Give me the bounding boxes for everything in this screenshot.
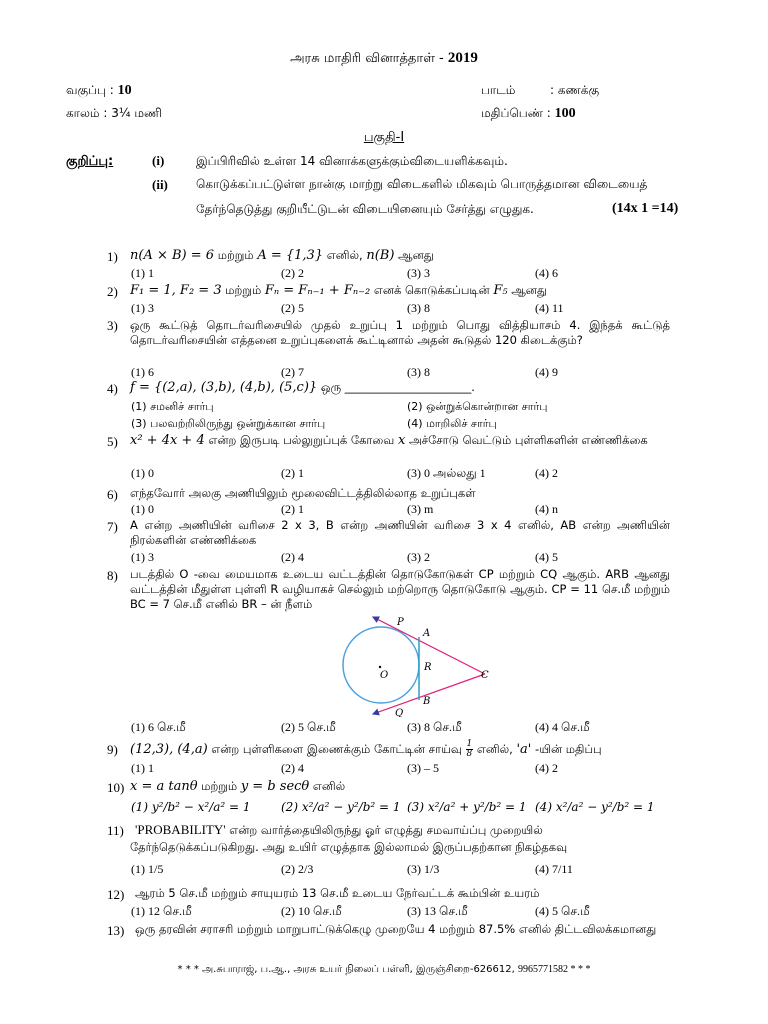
option-2: (2) 10 செ.மீ — [281, 904, 342, 918]
question-text: F₁ = 1, F₂ = 3 மற்றும் Fₙ = Fₙ₋₁ + Fₙ₋₂ எனக் கொடுக்கப்படின் F₅ ஆனது — [130, 283, 547, 298]
option-2: (2) 4 — [281, 550, 304, 564]
option-1: (1) y²/b² − x²/a² = 1 — [131, 800, 251, 814]
question-number: 11) — [107, 823, 124, 838]
subject-value: : கணக்கு — [550, 83, 600, 97]
question-text: x² + 4x + 4 என்ற இருபடி பல்லுறுப்புக் கோவை x அச்சோடு வெட்டும் புள்ளிகளின் எண்ணிக்கை — [130, 433, 648, 448]
option-3: (3) பலவற்றிலிருந்து ஒன்றுக்கான சார்பு — [131, 417, 326, 430]
page-footer: * * * அ.சுபாராஜ், ப.ஆ., அரசு உயர் நிலைப் பள்ளி, இருஞ்சிறை-626612, 9965771582 * * * — [177, 964, 591, 975]
question-text: f = {(2,a), (3,b), (4,b), (5,c)} ஒரு ______________________. — [130, 380, 475, 395]
option-2: (2) 5 — [281, 301, 304, 315]
label-q: Q — [395, 708, 404, 717]
option-4: (4) 2 — [535, 761, 558, 775]
label-b: B — [423, 696, 431, 707]
label-a: A — [423, 628, 431, 639]
question-number: 2) — [107, 284, 118, 299]
centre-dot — [379, 666, 381, 668]
option-2: (2) 4 — [281, 761, 304, 775]
option-1: (1) 12 செ.மீ — [131, 904, 192, 918]
option-3: (3) 0 அல்லது 1 — [407, 466, 486, 480]
option-4: (4) 5 செ.மீ — [535, 904, 590, 918]
option-1: (1) 3 — [131, 550, 154, 564]
option-4: (4) 11 — [535, 301, 564, 315]
question-number: 13) — [107, 923, 125, 938]
option-1: (1) 0 — [131, 502, 154, 516]
option-3: (3) 1/3 — [407, 862, 440, 876]
label-c: C — [481, 670, 489, 681]
question-text: எந்தவோர் அலகு அணியிலும் மூலைவிட்டத்திலில்லாத உறுப்புகள் — [130, 486, 476, 500]
option-2: (2) 7 — [281, 365, 304, 379]
question-number: 5) — [107, 434, 118, 449]
option-4: (4) 4 செ.மீ — [535, 720, 590, 734]
option-4: (4) n — [535, 502, 558, 516]
option-2: (2) ஒன்றுக்கொன்றான சார்பு — [407, 400, 548, 413]
option-3: (3) 3 — [407, 266, 430, 280]
option-4: (4) 6 — [535, 266, 558, 280]
time-label: காலம் : 3¼ மணி — [66, 106, 162, 120]
note-label: குறிப்பு: — [66, 154, 114, 169]
question-text: n(A × B) = 6 மற்றும் A = {1,3} எனில், n(B) ஆனது — [130, 248, 434, 263]
option-1: (1) 1/5 — [131, 862, 164, 876]
question-text-cont: தேர்ந்தெடுக்கப்படுகிறது. அது உயிர் எழுத்தாக இல்லாமல் இருப்பதற்கான நிகழ்தகவு — [130, 840, 568, 854]
option-4: (4) x²/a² − y²/b² = 1 — [535, 800, 655, 814]
option-2: (2) 1 — [281, 466, 304, 480]
option-4: (4) 7/11 — [535, 862, 573, 876]
label-r: R — [424, 662, 432, 673]
question-text: ஒரு தரவின் சராசரி மற்றும் மாறுபாட்டுக்கெழு முறையே 4 மற்றும் 87.5% எனில் திட்டவிலக்கமானது — [135, 922, 657, 936]
question-text: x = a tanθ மற்றும் y = b secθ எனில் — [130, 779, 346, 794]
note-i-text: இப்பிரிவில் உள்ள 14 வினாக்களுக்கும்விடையளிக்கவும். — [196, 154, 508, 168]
option-4: (4) 9 — [535, 365, 558, 379]
label-o: O — [380, 670, 389, 681]
option-1: (1) சமனிச் சார்பு — [131, 400, 214, 413]
paper-title: அரசு மாதிரி வினாத்தாள் - 2019 — [290, 50, 478, 66]
subject-label: பாடம் — [481, 83, 516, 97]
question-text: A என்ற அணியின் வரிசை 2 x 3, B என்ற அணியின் வரிசை 3 x 4 எனில், AB என்ற அணியின் நிரல்களின் எண்ணிக்கை — [130, 518, 670, 547]
question-number: 1) — [107, 249, 118, 264]
question-number: 8) — [107, 568, 118, 583]
option-3: (3) 2 — [407, 550, 430, 564]
question-text: (12,3), (4,a) என்ற புள்ளிகளை இணைக்கும் கோட்டின் சாய்வு $\frac{1}{8}$ எனில், 'a' -யின் மதிப்பு — [130, 739, 602, 759]
part-heading: பகுதி-I — [363, 130, 405, 145]
option-1: (1) 1 — [131, 266, 154, 280]
label-p: P — [397, 617, 404, 628]
note-ii-text2: தேர்ந்தெடுத்து குறியீட்டுடன் விடையினையும் சேர்த்து எழுதுக. — [196, 202, 534, 216]
option-4: (4) 5 — [535, 550, 558, 564]
option-3: (3) 8 — [407, 301, 430, 315]
note-i-marker: (i) — [152, 153, 165, 168]
option-4: (4) 2 — [535, 466, 558, 480]
question-number: 6) — [107, 487, 118, 502]
option-3: (3) 13 செ.மீ — [407, 904, 468, 918]
option-1: (1) 3 — [131, 301, 154, 315]
max-marks: மதிப்பெண் : 100 — [481, 106, 576, 121]
question-number: 7) — [107, 519, 118, 534]
option-2: (2) 2 — [281, 266, 304, 280]
note-ii-marker: (ii) — [152, 177, 168, 192]
question-number: 4) — [107, 381, 118, 396]
note-ii-text1: கொடுக்கப்பட்டுள்ள நான்கு மாற்று விடைகளில் மிகவும் பொருத்தமான விடையைத் — [196, 177, 648, 191]
question-text: ஒரு கூட்டுத் தொடர்வரிசையில் முதல் உறுப்பு 1 மற்றும் பொது வித்தியாசம் 4. இந்தக் கூட்டுத் தொடர்வரிசையின் எத்தனை உறுப்புகளைக் கூட்டினால் அதன் கூடுதல் 120 கிடைக்கும்? — [130, 318, 670, 347]
question-number: 3) — [107, 318, 118, 333]
option-2: (2) 2/3 — [281, 862, 314, 876]
option-3: (3) m — [407, 502, 434, 516]
tangent-cq — [373, 674, 485, 714]
question-text: படத்தில் O -வை மையமாக உடைய வட்டத்தின் தொடுகோடுகள் CP மற்றும் CQ ஆகும். ARB ஆனது வட்டத்தின் மீதுள்ள புள்ளி R வழியாகச் செல்லும் மற்றொரு தொடுகோடு ஆகும். CP = 11 செ.மீ மற்றும் BC = 7 செ.மீ எனில் BR – ன் நீளம் — [130, 567, 670, 611]
option-1: (1) 1 — [131, 761, 154, 775]
question-text: 'PROBABILITY' என்ற வார்த்தையிலிருந்து ஓர் எழுத்து சமவாய்ப்பு முறையில் — [135, 822, 543, 837]
option-1: (1) 6 செ.மீ — [131, 720, 186, 734]
question-number: 9) — [107, 742, 118, 757]
option-3: (3) – 5 — [407, 761, 439, 775]
option-4: (4) மாறிலிச் சார்பு — [407, 417, 497, 430]
option-1: (1) 6 — [131, 365, 154, 379]
option-2: (2) 1 — [281, 502, 304, 516]
slope-fraction: $\frac{1}{8}$ — [466, 739, 473, 759]
option-2: (2) 5 செ.மீ — [281, 720, 336, 734]
option-3: (3) 8 செ.மீ — [407, 720, 462, 734]
option-2: (2) x²/a² − y²/b² = 1 — [281, 800, 401, 814]
question-number: 10) — [107, 780, 125, 795]
question-text: ஆரம் 5 செ.மீ மற்றும் சாயுயரம் 13 செ.மீ உடைய நேர்வட்டக் கூம்பின் உயரம் — [135, 886, 540, 900]
tangent-figure — [335, 612, 500, 717]
class-label: வகுப்பு : 10 — [66, 83, 132, 98]
question-number: 12) — [107, 887, 125, 902]
section-marks: (14x 1 =14) — [612, 201, 679, 216]
option-3: (3) x²/a² + y²/b² = 1 — [407, 800, 527, 814]
option-3: (3) 8 — [407, 365, 430, 379]
option-1: (1) 0 — [131, 466, 154, 480]
circle-o — [343, 627, 419, 703]
